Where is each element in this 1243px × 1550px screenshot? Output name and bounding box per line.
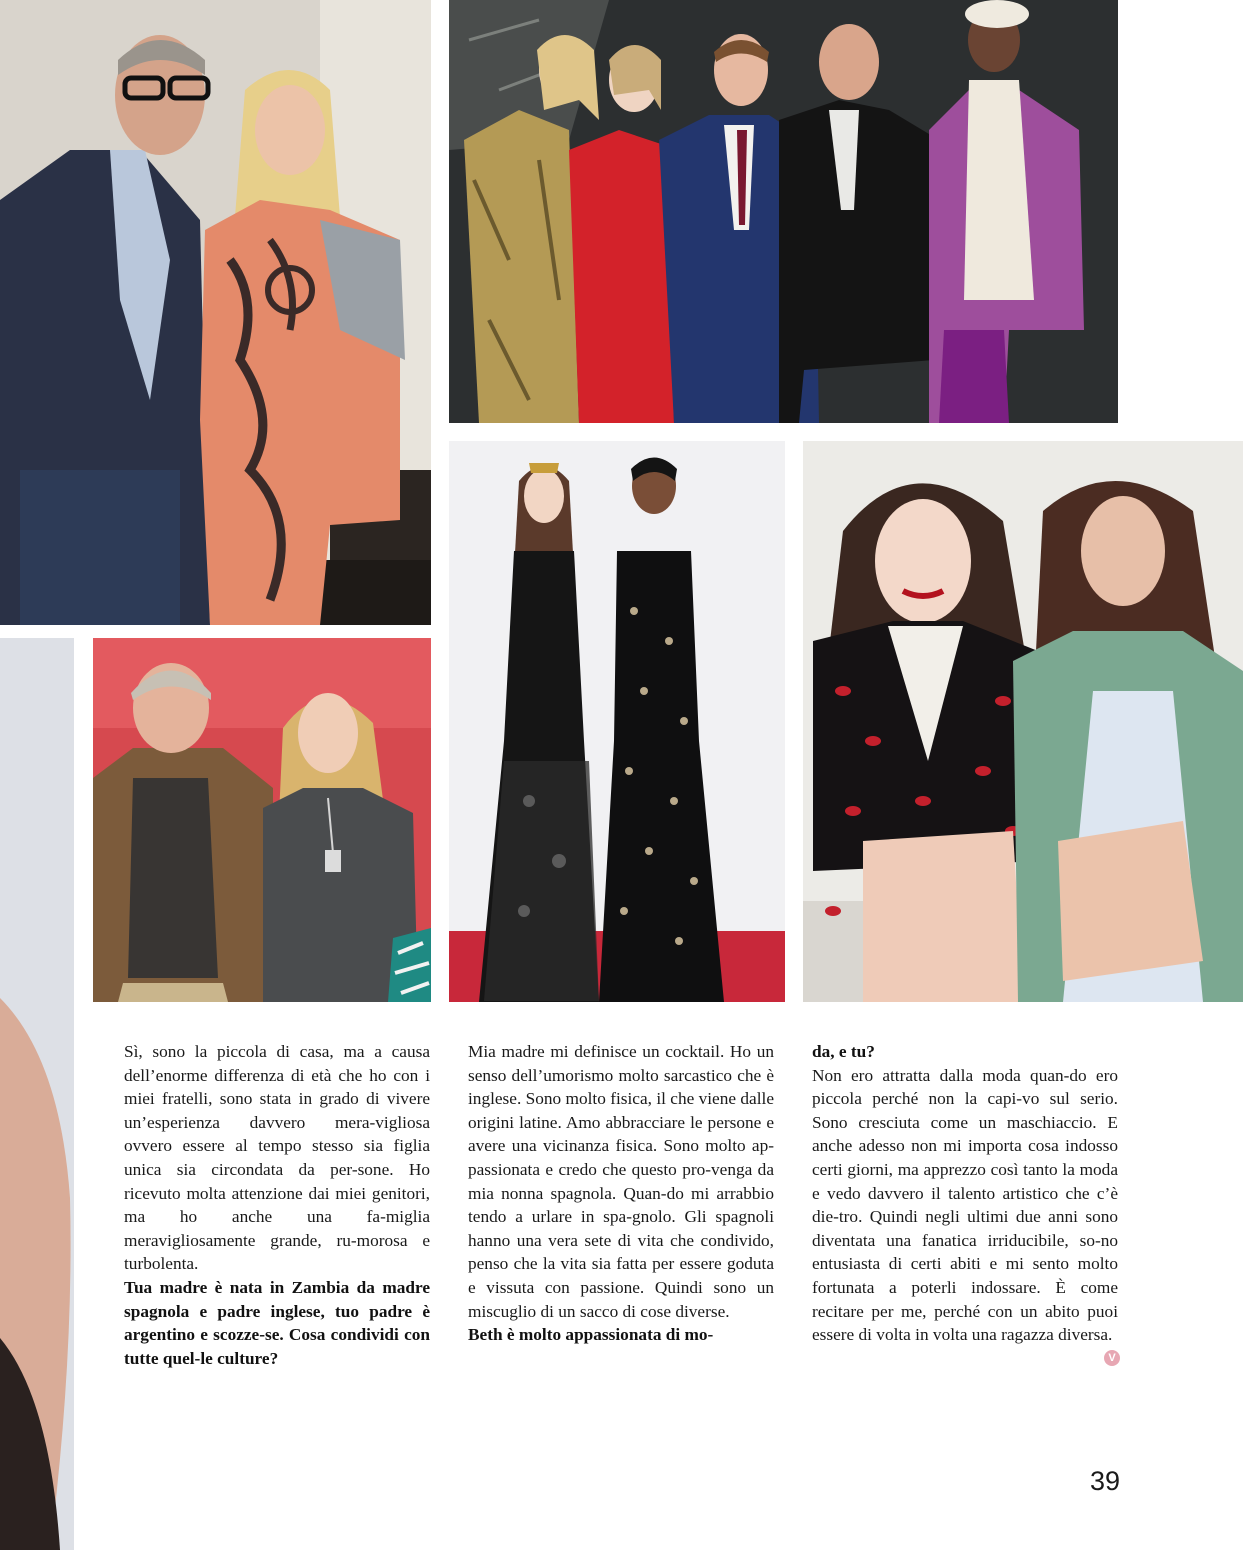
photo-middle-right — [803, 441, 1243, 1002]
photo-top-left — [0, 0, 431, 625]
text-column-1 — [124, 1040, 430, 1370]
col1-answer: Sì, sono la piccola di casa, ma a causa dell’enorme differenza di età che ho con i miei fratelli, sono stata in grado di vivere un’esperienza davvero mera-vigliosa ovvero essere al tempo stesso sia figlia unica sia circondata da per-sone. Ho ricevuto molta attenzione dai miei genitori, ma ho anche una fa-miglia meravigliosamente grande, ru-morosa e turbolenta. — [124, 1042, 430, 1274]
photo-middle-center — [449, 441, 785, 1002]
col1-question: Tua madre è nata in Zambia da madre spagnola e padre inglese, tuo padre è argentino e scozze-se. Cosa condividi con tutte quel-le culture? — [124, 1277, 430, 1368]
text-column-2 — [468, 1040, 774, 1347]
col3-question-end: da, e tu? — [812, 1042, 875, 1061]
photo-middle-left — [93, 638, 431, 1002]
page-number: 39 — [1090, 1466, 1121, 1496]
photo-middle-left-edge — [0, 638, 74, 1550]
col2-question-start: Beth è molto appassionata di mo- — [468, 1325, 714, 1345]
end-mark-icon: V — [1104, 1350, 1120, 1366]
col2-answer: Mia madre mi definisce un cocktail. Ho un senso dell’umorismo molto sarcastico che è inglese. Sono molto fisica, il che viene dalle origini latine. Amo abbracciare le persone e avere una vicinanza fisica. Sono molto ap-passionata e credo che questo pro-venga da mia nonna spagnola. Quan-do mi arrabbio tendo a urlare in spa-gnolo. Gli spagnoli hanno una vera sete di vita che condivido, penso che la vita sia fatta per essere goduta e vissuta con passione. Quindi sono un miscuglio di un sacco di cose diverse. — [468, 1042, 774, 1321]
col3-answer: Non ero attratta dalla moda quan-do ero piccola perché non la capi-vo sul serio. Sono cresciuta come un maschiaccio. E anche adesso non mi importa cosa indosso certi giorni, ma apprezzo così tanto la moda e vedo davvero il talento artistico che c’è die-tro. Quindi negli ultimi due anni sono diventata una fanatica irriducibile, so-no entusiasta di certi abiti e mi sento molto fortunata a poterli indossare. È come recitare per me, perché con un abito puoi essere di volta in volta una ragazza diversa. — [812, 1065, 1118, 1345]
photo-top-right — [449, 0, 1118, 423]
text-column-3 — [812, 1040, 1118, 1366]
